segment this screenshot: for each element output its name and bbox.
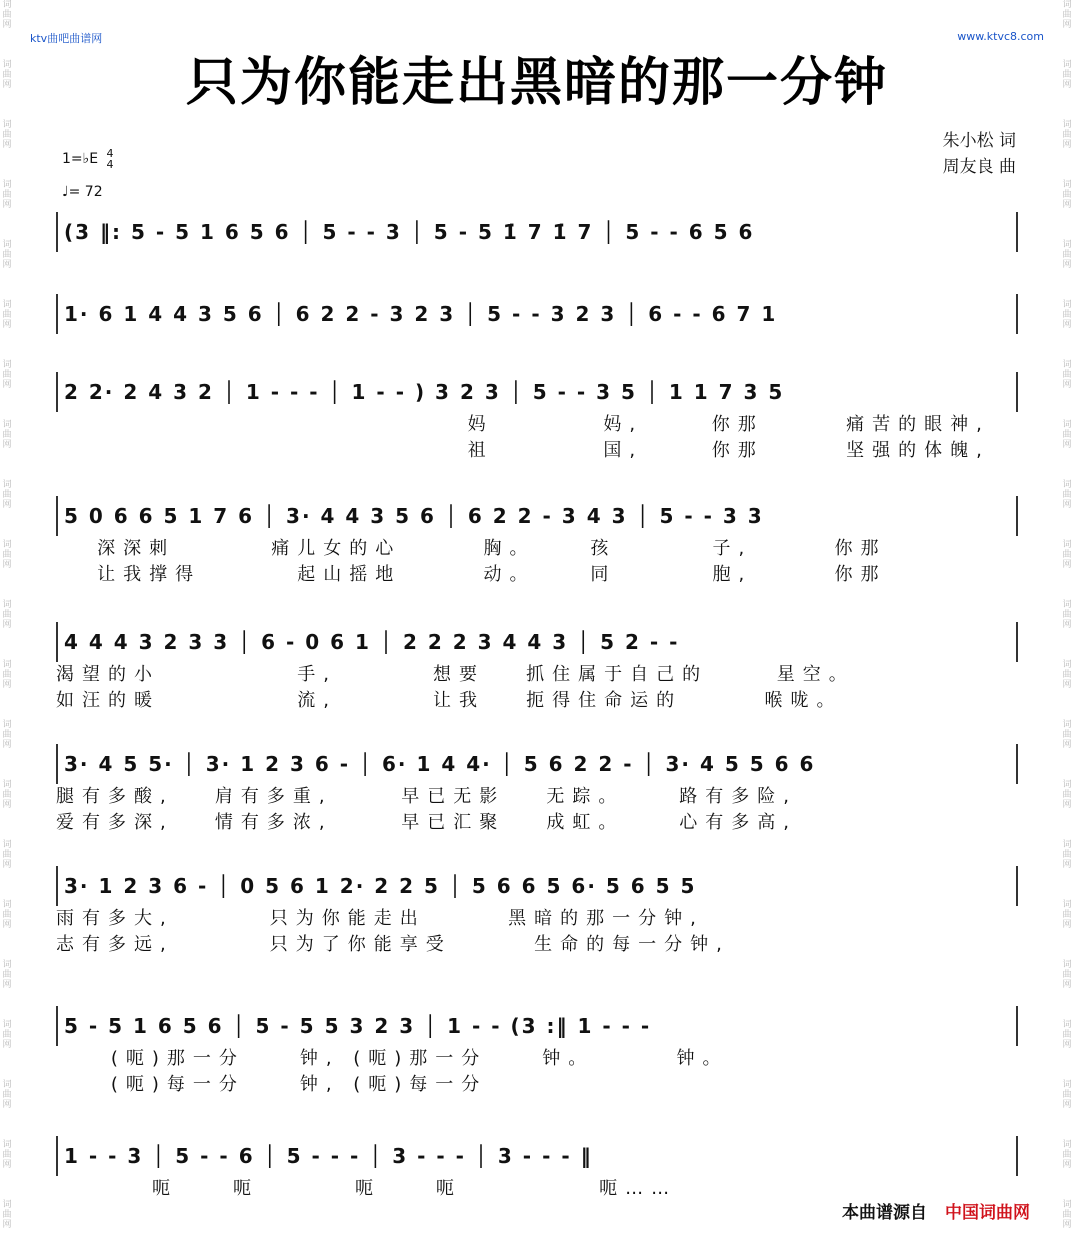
- score-line: [56, 866, 1018, 958]
- watermark-char: 网: [2, 80, 12, 90]
- watermark-char: 词: [1062, 960, 1072, 970]
- watermark-char: 曲: [1062, 250, 1072, 260]
- watermark-char: 网: [2, 1100, 12, 1110]
- watermark-char: 网: [1062, 440, 1072, 450]
- watermark-char: 曲: [1062, 130, 1072, 140]
- watermark-char: 曲: [1062, 310, 1072, 320]
- watermark-char: 词: [2, 600, 12, 610]
- watermark-char: 网: [1062, 1160, 1072, 1170]
- watermark-char: 曲: [1062, 1150, 1072, 1160]
- watermark-char: 词: [1062, 240, 1072, 250]
- watermark-char: 网: [1062, 560, 1072, 570]
- watermark-char: 曲: [1062, 850, 1072, 860]
- lyric-line: 爱有多深, 情有多浓, 早已汇聚 成虹。 心有多高,: [56, 812, 797, 833]
- watermark-char: 网: [2, 740, 12, 750]
- watermark-char: 词: [1062, 360, 1072, 370]
- source-credit: [842, 1198, 1030, 1223]
- watermark-char: 词: [1062, 120, 1072, 130]
- watermark-char: 曲: [1062, 670, 1072, 680]
- watermark-char: 曲: [2, 550, 12, 560]
- watermark-char: 曲: [1062, 190, 1072, 200]
- watermark-char: 网: [1062, 20, 1072, 30]
- watermark-char: 网: [1062, 860, 1072, 870]
- watermark-char: 网: [2, 20, 12, 30]
- watermark-char: 词: [1062, 1140, 1072, 1150]
- watermark-char: 网: [2, 800, 12, 810]
- watermark-char: 词: [2, 60, 12, 70]
- watermark-char: 曲: [1062, 370, 1072, 380]
- notes: 5 0 6 6 5 1 7 6 │ 3· 4 4 3 5 6 │ 6 2 2 - 3 4 3 │ 5 - - 3 3: [56, 496, 1018, 536]
- watermark-char: 词: [1062, 1200, 1072, 1210]
- watermark-char: 曲: [2, 10, 12, 20]
- notes: 1 - - 3 │ 5 - - 6 │ 5 - - - │ 3 - - - │ 3 - - - ‖: [56, 1136, 1018, 1176]
- watermark-char: 网: [2, 320, 12, 330]
- watermark-char: 曲: [1062, 550, 1072, 560]
- watermark-char: 词: [1062, 1080, 1072, 1090]
- site-right[interactable]: www.ktvc8.com: [957, 30, 1044, 43]
- lyricist: 朱小松 词: [942, 131, 1016, 151]
- score-line: [56, 744, 1018, 836]
- watermark-char: 网: [1062, 1100, 1072, 1110]
- watermark-char: 词: [2, 840, 12, 850]
- watermark-char: 网: [1062, 980, 1072, 990]
- watermark-char: 曲: [2, 670, 12, 680]
- watermark-char: 网: [2, 380, 12, 390]
- watermark-char: 曲: [1062, 490, 1072, 500]
- lyric-line: 腿有多酸, 肩有多重, 早已无影 无踪。 路有多险,: [56, 786, 797, 807]
- watermark-char: 曲: [2, 850, 12, 860]
- notes: 1· 6 1 4 4 3 5 6 │ 6 2 2 - 3 2 3 │ 5 - - 3 2 3 │ 6 - - 6 7 1: [56, 294, 1018, 334]
- watermark-char: 网: [2, 1220, 12, 1230]
- watermark-char: 曲: [1062, 730, 1072, 740]
- watermark-char: 网: [2, 500, 12, 510]
- watermark-char: 网: [2, 620, 12, 630]
- watermark-char: 网: [1062, 800, 1072, 810]
- watermark-char: 词: [1062, 720, 1072, 730]
- watermark-char: 词: [2, 300, 12, 310]
- watermark-char: 词: [1062, 420, 1072, 430]
- score-line: [56, 622, 1018, 714]
- source-label: 本曲谱源自: [842, 1203, 927, 1223]
- lyric-line: 渴望的小 手, 想要 抓住属于自己的 星空。: [56, 664, 855, 685]
- watermark-char: 网: [2, 260, 12, 270]
- watermark-char: 网: [1062, 1040, 1072, 1050]
- watermark-char: 曲: [2, 1030, 12, 1040]
- watermark-char: 词: [2, 180, 12, 190]
- watermark-char: 曲: [2, 190, 12, 200]
- watermark-char: 词: [1062, 480, 1072, 490]
- watermark-char: 曲: [2, 610, 12, 620]
- watermark-char: 曲: [1062, 1210, 1072, 1220]
- watermark-char: 词: [1062, 0, 1072, 10]
- watermark-left: [0, 0, 14, 1248]
- watermark-char: 网: [1062, 740, 1072, 750]
- watermark-char: 网: [1062, 320, 1072, 330]
- watermark-char: 曲: [2, 790, 12, 800]
- watermark-char: 词: [2, 780, 12, 790]
- watermark-char: 曲: [2, 430, 12, 440]
- watermark-char: 网: [2, 140, 12, 150]
- score-line: [56, 372, 1018, 464]
- watermark-char: 曲: [1062, 610, 1072, 620]
- watermark-char: 网: [2, 980, 12, 990]
- watermark-char: 词: [2, 720, 12, 730]
- watermark-char: 曲: [1062, 1030, 1072, 1040]
- watermark-char: 曲: [1062, 10, 1072, 20]
- watermark-char: 词: [2, 120, 12, 130]
- lyric-line: (呃)每一分 钟, (呃)每一分: [56, 1074, 488, 1095]
- watermark-char: 网: [1062, 200, 1072, 210]
- watermark-char: 词: [2, 900, 12, 910]
- watermark-char: 词: [1062, 660, 1072, 670]
- score-line: [56, 496, 1018, 588]
- watermark-char: 网: [1062, 620, 1072, 630]
- watermark-char: 词: [2, 420, 12, 430]
- watermark-char: 词: [2, 360, 12, 370]
- watermark-char: 词: [2, 660, 12, 670]
- watermark-char: 词: [1062, 900, 1072, 910]
- watermark-char: 词: [2, 1020, 12, 1030]
- score-line: [56, 1136, 1018, 1202]
- notes: (3 ‖: 5 - 5 1 6 5 6 │ 5 - - 3 │ 5 - 5 1̇ 7 1̇ 7 │ 5 - - 6 5 6: [56, 212, 1018, 252]
- time-sig-top: 4: [106, 147, 114, 160]
- watermark-char: 曲: [1062, 70, 1072, 80]
- watermark-char: 网: [2, 560, 12, 570]
- watermark-char: 曲: [2, 1210, 12, 1220]
- notes: 5 - 5 1 6 5 6 │ 5 - 5 5 3 2 3 │ 1 - - (3 :‖ 1 - - -: [56, 1006, 1018, 1046]
- watermark-char: 网: [2, 680, 12, 690]
- watermark-char: 曲: [1062, 430, 1072, 440]
- lyric-line: 如汪的暖 流, 让我 扼得住命运的 喉咙。: [56, 690, 843, 711]
- watermark-char: 曲: [2, 370, 12, 380]
- watermark-char: 网: [2, 1040, 12, 1050]
- watermark-char: 曲: [2, 910, 12, 920]
- site-left[interactable]: ktv曲吧曲谱网: [30, 32, 103, 45]
- notes: 3· 1 2 3 6 - │ 0 5 6 1 2· 2 2 5 │ 5 6 6 5 6· 5 6 5 5: [56, 866, 1018, 906]
- watermark-char: 词: [1062, 780, 1072, 790]
- watermark-char: 网: [2, 200, 12, 210]
- composer: 周友良 曲: [942, 157, 1016, 177]
- watermark-char: 词: [1062, 1020, 1072, 1030]
- watermark-char: 词: [2, 1080, 12, 1090]
- score-line: [56, 212, 1018, 252]
- watermark-char: 曲: [2, 730, 12, 740]
- watermark-char: 网: [1062, 80, 1072, 90]
- watermark-char: 词: [2, 540, 12, 550]
- watermark-char: 曲: [2, 310, 12, 320]
- watermark-char: 网: [1062, 260, 1072, 270]
- watermark-char: 曲: [1062, 910, 1072, 920]
- watermark-char: 曲: [2, 1090, 12, 1100]
- lyric-line: (呃)那一分 钟, (呃)那一分 钟。 钟。: [56, 1048, 729, 1069]
- watermark-char: 词: [1062, 60, 1072, 70]
- watermark-char: 词: [1062, 840, 1072, 850]
- watermark-char: 曲: [1062, 970, 1072, 980]
- credits: [943, 128, 1016, 180]
- watermark-char: 曲: [2, 70, 12, 80]
- lyric-line: 祖 国, 你那 坚强的体魄,: [56, 440, 990, 461]
- watermark-char: 网: [1062, 380, 1072, 390]
- key: 1=♭E: [62, 151, 99, 167]
- watermark-char: 网: [2, 920, 12, 930]
- notes: 3· 4 5 5· │ 3· 1 2 3 6 - │ 6· 1 4 4· │ 5 6 2 2 - │ 3· 4 5 5 6 6: [56, 744, 1018, 784]
- watermark-char: 词: [1062, 600, 1072, 610]
- watermark-char: 曲: [2, 970, 12, 980]
- lyric-line: 妈 妈, 你那 痛苦的眼神,: [56, 414, 990, 435]
- watermark-char: 词: [2, 960, 12, 970]
- lyric-line: 雨有多大, 只为你能走出 黑暗的那一分钟,: [56, 908, 704, 929]
- score-line: [56, 1006, 1018, 1098]
- tempo: ♩= 72: [62, 184, 103, 200]
- watermark-char: 网: [2, 860, 12, 870]
- watermark-char: 网: [2, 1160, 12, 1170]
- notes: 4 4 4 3 2 3 3 │ 6 - 0 6 1 │ 2 2 2 3 4 4 3 │ 5 2 - -: [56, 622, 1018, 662]
- watermark-char: 网: [1062, 140, 1072, 150]
- watermark-char: 曲: [2, 130, 12, 140]
- watermark-char: 网: [1062, 680, 1072, 690]
- key-signature: [62, 148, 114, 170]
- watermark-char: 曲: [2, 250, 12, 260]
- watermark-char: 词: [1062, 540, 1072, 550]
- lyric-line: 深深刺 痛儿女的心 胸。 孩 子, 你那: [56, 538, 887, 559]
- watermark-char: 网: [1062, 920, 1072, 930]
- watermark-char: 网: [1062, 500, 1072, 510]
- page-title: 只为你能走出黑暗的那一分钟: [185, 53, 888, 113]
- watermark-char: 曲: [2, 1150, 12, 1160]
- watermark-char: 曲: [1062, 1090, 1072, 1100]
- lyric-line: 志有多远, 只为了你能享受 生命的每一分钟,: [56, 934, 730, 955]
- watermark-char: 词: [2, 1200, 12, 1210]
- watermark-char: 词: [1062, 300, 1072, 310]
- watermark-char: 词: [2, 240, 12, 250]
- lyric-line: 呃 呃 呃 呃 呃……: [56, 1178, 678, 1199]
- watermark-char: 曲: [2, 490, 12, 500]
- notes: 2 2· 2 4 3 2 │ 1 - - - │ 1 - - ) 3 2 3 │ 5 - - 3 5 │ 1 1 7 3 5: [56, 372, 1018, 412]
- watermark-char: 曲: [1062, 790, 1072, 800]
- time-signature: [107, 148, 114, 170]
- source-brand[interactable]: 中国词曲网: [945, 1203, 1030, 1223]
- watermark-char: 词: [2, 1140, 12, 1150]
- watermark-char: 词: [2, 0, 12, 10]
- score-line: [56, 294, 1018, 334]
- watermark-right: [1060, 0, 1074, 1248]
- lyric-line: 让我撑得 起山摇地 动。 同 胞, 你那: [56, 564, 887, 585]
- watermark-char: 网: [1062, 1220, 1072, 1230]
- time-sig-bottom: 4: [106, 158, 114, 171]
- watermark-char: 词: [2, 480, 12, 490]
- watermark-char: 词: [1062, 180, 1072, 190]
- watermark-char: 网: [2, 440, 12, 450]
